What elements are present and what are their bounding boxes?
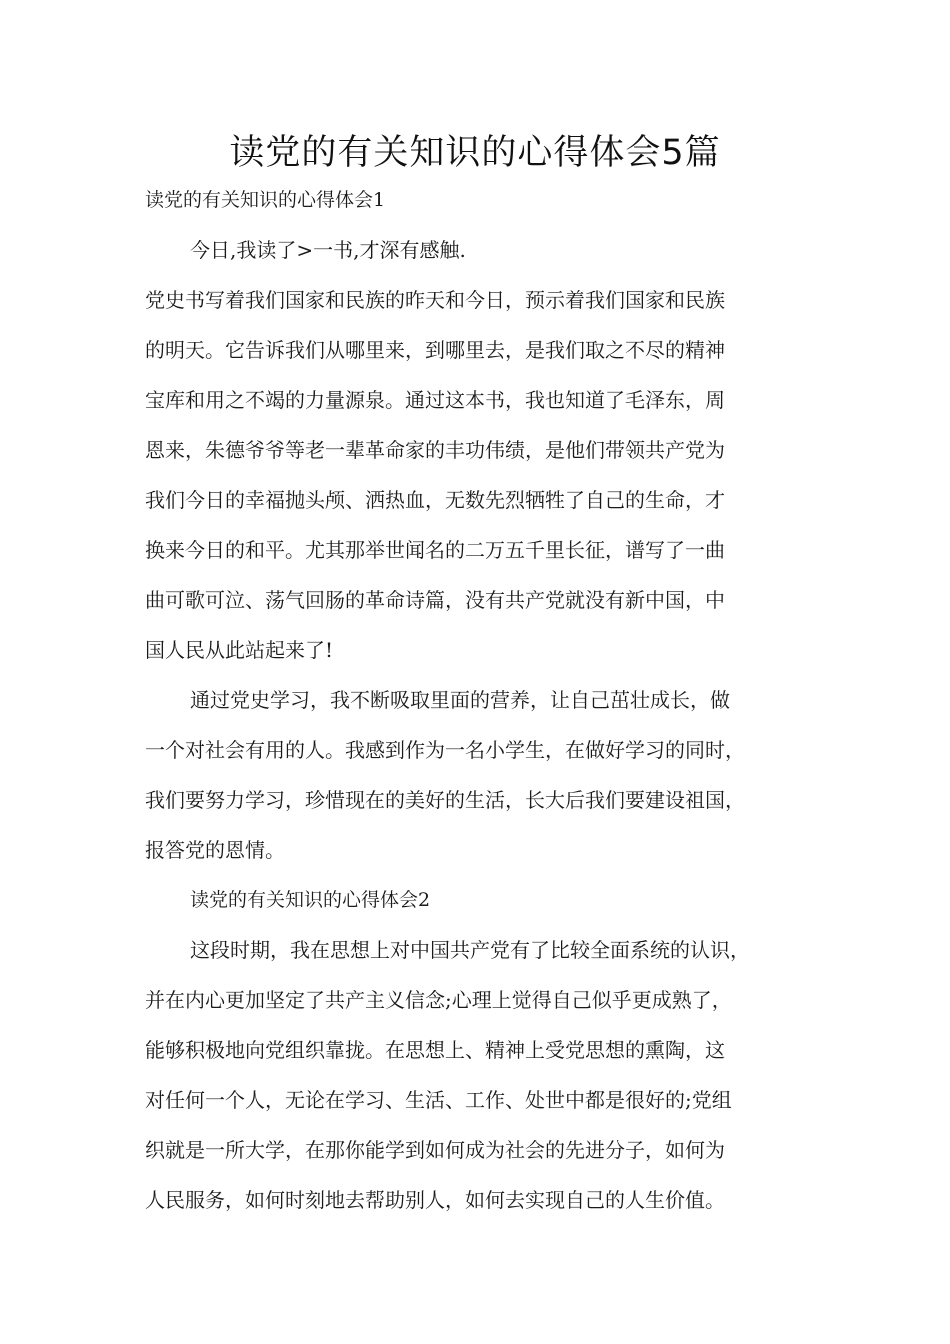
paragraph-line: 我们要努力学习，珍惜现在的美好的生活，长大后我们要建设祖国， bbox=[145, 788, 745, 812]
document-title: 读党的有关知识的心得体会5篇 bbox=[229, 133, 721, 173]
paragraph-line: 宝库和用之不竭的力量源泉。通过这本书，我也知道了毛泽东，周 bbox=[145, 388, 725, 412]
paragraph-line: 这段时期，我在思想上对中国共产党有了比较全面系统的认识， bbox=[190, 938, 750, 962]
paragraph-line: 对任何一个人，无论在学习、生活、工作、处世中都是很好的;党组 bbox=[145, 1088, 732, 1112]
paragraph-line: 人民服务，如何时刻地去帮助别人，如何去实现自己的人生价值。 bbox=[145, 1188, 725, 1212]
paragraph-line: 国人民从此站起来了! bbox=[145, 638, 334, 662]
document-body bbox=[145, 182, 835, 1232]
paragraph-line: 通过党史学习，我不断吸取里面的营养，让自己茁壮成长，做 bbox=[190, 688, 730, 712]
paragraph-line: 我们今日的幸福抛头颅、洒热血，无数先烈牺牲了自己的生命，才 bbox=[145, 488, 725, 512]
paragraph-line: 报答党的恩情。 bbox=[145, 838, 285, 862]
paragraph-line: 曲可歌可泣、荡气回肠的革命诗篇，没有共产党就没有新中国，中 bbox=[145, 588, 725, 612]
paragraph-line: 换来今日的和平。尤其那举世闻名的二万五千里长征，谱写了一曲 bbox=[145, 538, 725, 562]
paragraph-line: 党史书写着我们国家和民族的昨天和今日，预示着我们国家和民族 bbox=[145, 288, 725, 312]
section-heading-1: 读党的有关知识的心得体会1 bbox=[145, 189, 386, 211]
paragraph-line: 今日,我读了>一书,才深有感触. bbox=[190, 238, 466, 262]
paragraph-line: 一个对社会有用的人。我感到作为一名小学生，在做好学习的同时， bbox=[145, 738, 745, 762]
paragraph-line: 并在内心更加坚定了共产主义信念;心理上觉得自己似乎更成熟了， bbox=[145, 988, 732, 1012]
section-heading-2: 读党的有关知识的心得体会2 bbox=[190, 889, 431, 911]
paragraph-line: 能够积极地向党组织靠拢。在思想上、精神上受党思想的熏陶，这 bbox=[145, 1038, 725, 1062]
paragraph-line: 恩来，朱德爷爷等老一辈革命家的丰功伟绩，是他们带领共产党为 bbox=[145, 438, 725, 462]
paragraph-line: 织就是一所大学，在那你能学到如何成为社会的先进分子，如何为 bbox=[145, 1138, 725, 1162]
paragraph-line: 的明天。它告诉我们从哪里来，到哪里去，是我们取之不尽的精神 bbox=[145, 338, 725, 362]
